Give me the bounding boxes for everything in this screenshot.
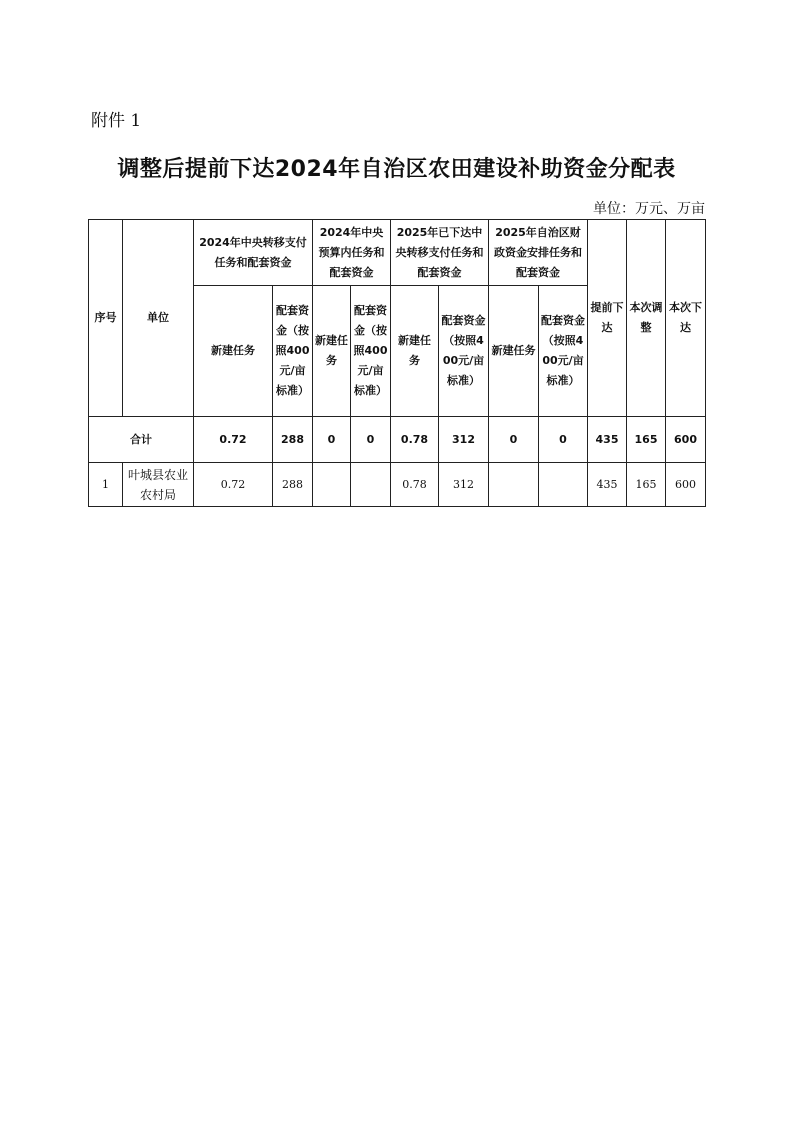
row-this-issue: 600 <box>666 463 706 507</box>
allocation-table <box>88 219 706 507</box>
total-adjust: 165 <box>627 417 666 463</box>
header-g1-matching: 配套资金（按照400元/亩标准） <box>273 286 313 417</box>
header-g1-new-task: 新建任务 <box>194 286 273 417</box>
header-adjust: 本次调整 <box>627 220 666 417</box>
attachment-label: 附件 1 <box>91 111 142 131</box>
header-g3-new-task: 新建任务 <box>391 286 439 417</box>
row-advance: 435 <box>588 463 627 507</box>
header-g2-matching: 配套资金（按照400元/亩标准） <box>351 286 391 417</box>
header-advance: 提前下达 <box>588 220 627 417</box>
row-g4-new <box>489 463 539 507</box>
total-this-issue: 600 <box>666 417 706 463</box>
row-unit: 叶城县农业农村局 <box>123 463 194 507</box>
row-g2-new <box>313 463 351 507</box>
header-g2-new-task: 新建任务 <box>313 286 351 417</box>
total-g4-match: 0 <box>539 417 588 463</box>
header-group-2025-central-transfer: 2025年已下达中央转移支付任务和配套资金 <box>391 220 489 286</box>
row-g1-new: 0.72 <box>194 463 273 507</box>
total-g1-match: 288 <box>273 417 313 463</box>
total-row <box>89 417 706 463</box>
total-g2-match: 0 <box>351 417 391 463</box>
header-g4-matching: 配套资金（按照400元/亩标准） <box>539 286 588 417</box>
header-unit: 单位 <box>123 220 194 417</box>
header-row-groups <box>89 220 706 286</box>
row-g3-new: 0.78 <box>391 463 439 507</box>
header-g4-new-task: 新建任务 <box>489 286 539 417</box>
total-g3-match: 312 <box>439 417 489 463</box>
header-g3-matching: 配套资金（按照400元/亩标准） <box>439 286 489 417</box>
table-row <box>89 463 706 507</box>
row-adjust: 165 <box>627 463 666 507</box>
header-group-2025-region-finance: 2025年自治区财政资金安排任务和配套资金 <box>489 220 588 286</box>
page-title: 调整后提前下达2024年自治区农田建设补助资金分配表 <box>117 157 676 182</box>
unit-note: 单位：万元、万亩 <box>593 201 705 217</box>
header-this-issue: 本次下达 <box>666 220 706 417</box>
total-g4-new: 0 <box>489 417 539 463</box>
total-g3-new: 0.78 <box>391 417 439 463</box>
row-g3-match: 312 <box>439 463 489 507</box>
total-advance: 435 <box>588 417 627 463</box>
header-seq: 序号 <box>89 220 123 417</box>
row-g2-match <box>351 463 391 507</box>
total-label: 合计 <box>89 417 194 463</box>
row-g1-match: 288 <box>273 463 313 507</box>
header-group-2024-central-budget: 2024年中央预算内任务和配套资金 <box>313 220 391 286</box>
total-g1-new: 0.72 <box>194 417 273 463</box>
total-g2-new: 0 <box>313 417 351 463</box>
header-group-2024-central-transfer: 2024年中央转移支付任务和配套资金 <box>194 220 313 286</box>
row-seq: 1 <box>89 463 123 507</box>
row-g4-match <box>539 463 588 507</box>
